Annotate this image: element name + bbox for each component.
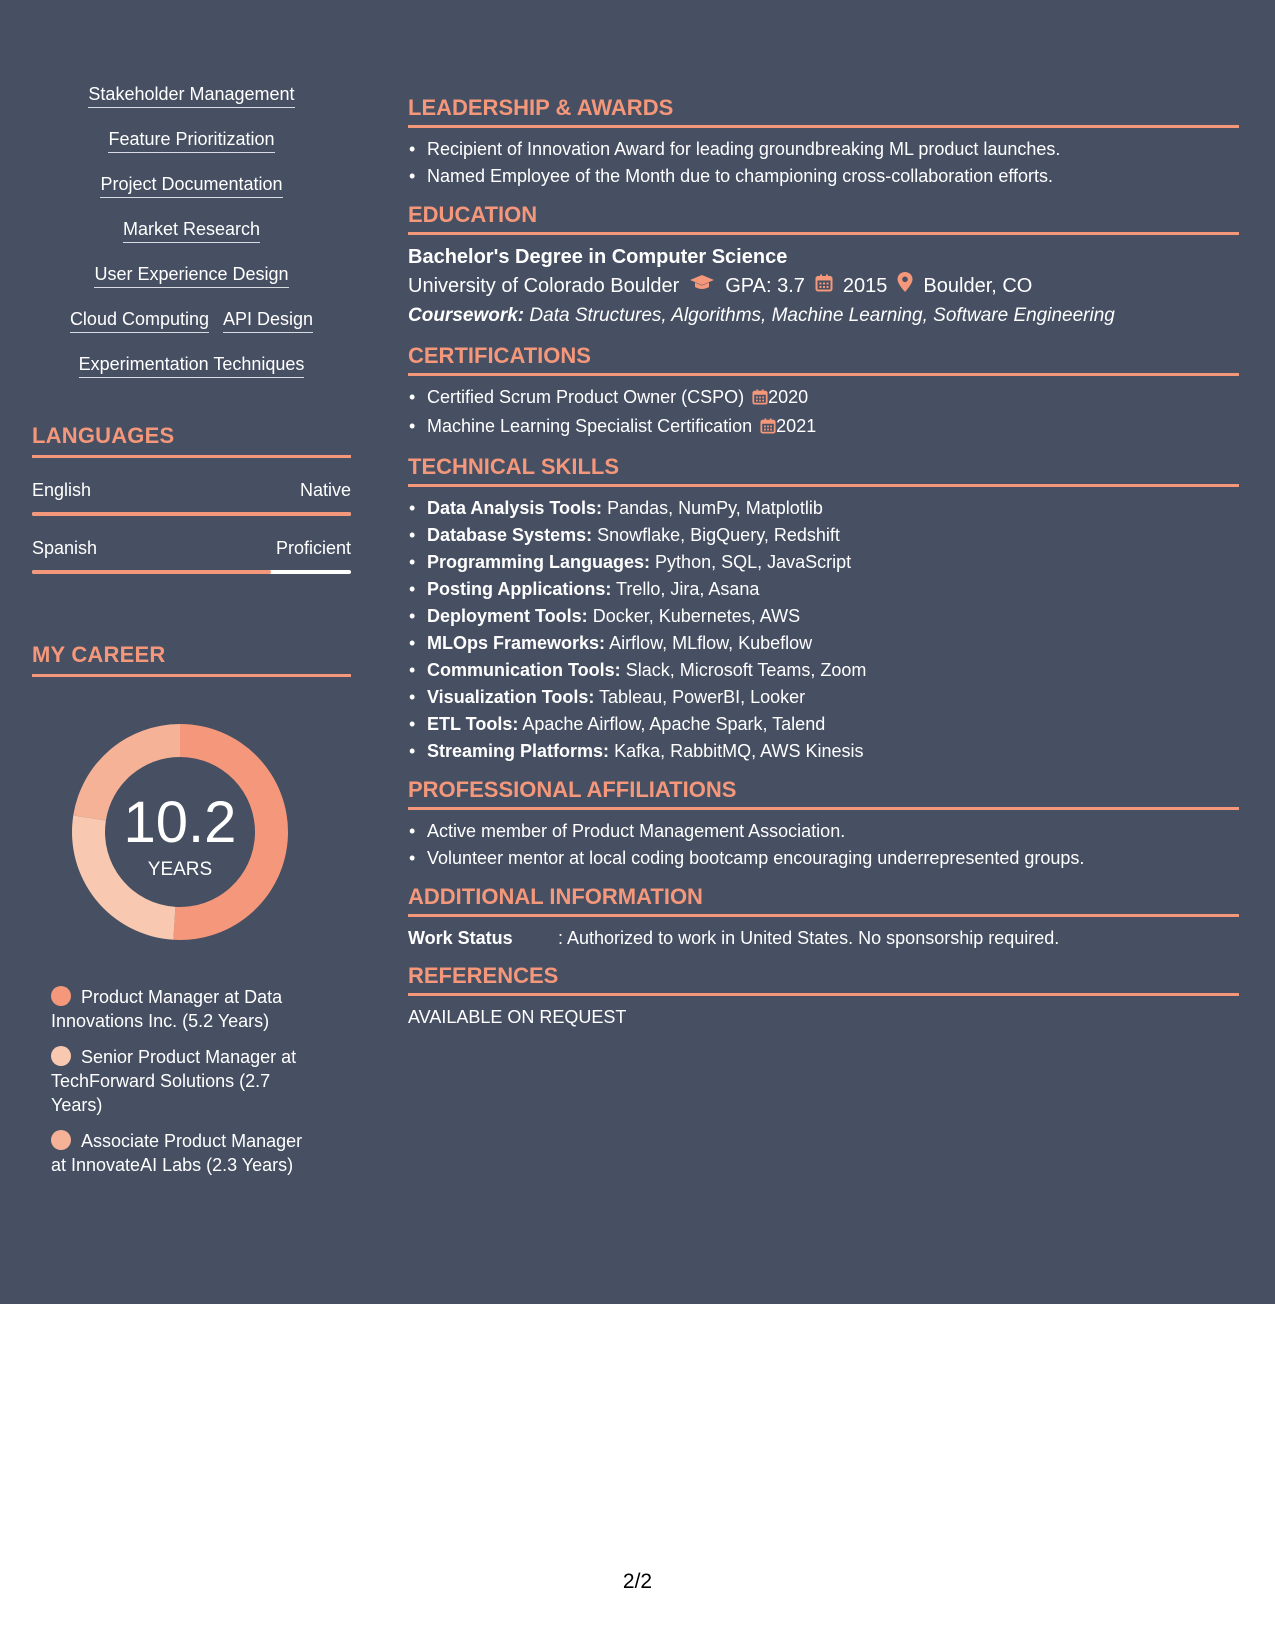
affiliations-list — [408, 818, 1239, 872]
leadership-section — [408, 95, 1239, 190]
technical-skill-label: Communication Tools: — [427, 660, 621, 680]
career-legend-label: Product Manager at Data Innovations Inc. (5.2 Years) — [51, 987, 283, 1031]
certifications-heading: CERTIFICATIONS — [408, 343, 1239, 376]
technical-skill-label: ETL Tools: — [427, 714, 519, 734]
list-item: • Recipient of Innovation Award for leading groundbreaking ML product launches. — [427, 136, 1239, 163]
education-heading: EDUCATION — [408, 202, 1239, 235]
technical-skill-item — [427, 630, 1239, 657]
language-name: Spanish — [32, 538, 98, 558]
skill-tag: Feature Prioritization — [108, 129, 274, 153]
additional-info-section — [408, 884, 1239, 951]
skill-row — [32, 354, 351, 380]
technical-skill-item — [427, 495, 1239, 522]
work-status-label: Work Status — [408, 928, 513, 948]
technical-skill-item — [427, 684, 1239, 711]
affiliations-section — [408, 777, 1239, 872]
career-legend-label: Senior Product Manager at TechForward Solutions (2.7 Years) — [51, 1047, 297, 1115]
technical-skill-label: Streaming Platforms: — [427, 741, 610, 761]
career-legend-item — [51, 985, 321, 1033]
technical-skill-item — [427, 603, 1239, 630]
list-item: • Active member of Product Management Association. — [427, 818, 1239, 845]
skill-tag: User Experience Design — [94, 264, 288, 288]
degree-title: Bachelor's Degree in Computer Science — [408, 246, 788, 268]
language-row — [32, 480, 351, 506]
skill-tag: Project Documentation — [100, 174, 282, 198]
technical-skills-list — [408, 495, 1239, 765]
skill-row — [32, 129, 351, 155]
technical-skill-value: Kafka, RabbitMQ, AWS Kinesis — [614, 741, 864, 761]
skill-tag: Stakeholder Management — [88, 84, 294, 108]
career-heading: MY CAREER — [32, 642, 351, 677]
leadership-heading: LEADERSHIP & AWARDS — [408, 95, 1239, 128]
school-name: University of Colorado Boulder — [408, 275, 680, 297]
technical-skill-label: Data Analysis Tools: — [427, 498, 603, 518]
technical-skill-value: Apache Airflow, Apache Spark, Talend — [522, 714, 826, 734]
certification-year: 2020 — [768, 387, 809, 407]
coursework-list: Data Structures, Algorithms, Machine Learning, Software Engineering — [529, 305, 1115, 326]
skill-tag: Experimentation Techniques — [79, 354, 305, 378]
technical-skill-value: Airflow, MLflow, Kubeflow — [609, 633, 813, 653]
skill-row — [32, 264, 351, 290]
education-section — [408, 202, 1239, 331]
technical-skill-value: Docker, Kubernetes, AWS — [592, 606, 801, 626]
calendar-icon — [815, 271, 833, 301]
technical-skill-item — [427, 576, 1239, 603]
calendar-icon — [752, 386, 768, 413]
certification-name: Certified Scrum Product Owner (CSPO) — [427, 387, 745, 407]
technical-skill-item — [427, 549, 1239, 576]
gpa: GPA: 3.7 — [725, 275, 805, 297]
technical-skills-section — [408, 454, 1239, 765]
references-section — [408, 963, 1239, 1030]
technical-skill-value: Pandas, NumPy, Matplotlib — [607, 498, 823, 518]
technical-skill-item — [427, 522, 1239, 549]
technical-skill-value: Snowflake, BigQuery, Redshift — [597, 525, 840, 545]
technical-skill-label: Posting Applications: — [427, 579, 612, 599]
technical-skill-label: MLOps Frameworks: — [427, 633, 606, 653]
technical-skill-item — [427, 738, 1239, 765]
language-item — [32, 538, 351, 574]
career-total-years: 10.2 — [123, 790, 237, 855]
language-proficiency-fill — [32, 512, 351, 516]
work-status-value: : Authorized to work in United States. No sponsorship required. — [558, 928, 1060, 948]
language-proficiency-bar — [32, 570, 351, 574]
certifications-list — [408, 384, 1239, 442]
language-row — [32, 538, 351, 564]
technical-skills-heading: TECHNICAL SKILLS — [408, 454, 1239, 487]
calendar-icon — [760, 415, 776, 442]
skill-row — [32, 174, 351, 200]
language-name: English — [32, 480, 92, 500]
location-pin-icon — [897, 271, 913, 301]
references-heading: REFERENCES — [408, 963, 1239, 996]
language-level: Proficient — [275, 538, 351, 558]
career-legend-item — [51, 1129, 321, 1177]
certification-name: Machine Learning Specialist Certification — [427, 416, 753, 436]
certification-year: 2021 — [776, 416, 817, 436]
technical-skill-value: Tableau, PowerBI, Looker — [599, 687, 806, 707]
career-years-unit: YEARS — [147, 859, 213, 880]
language-level: Native — [299, 480, 351, 500]
language-item — [32, 480, 351, 516]
technical-skill-value: Python, SQL, JavaScript — [655, 552, 852, 572]
languages-heading: LANGUAGES — [32, 423, 351, 458]
certification-item — [427, 413, 1239, 442]
technical-skill-value: Slack, Microsoft Teams, Zoom — [625, 660, 867, 680]
career-legend-label: Associate Product Manager at InnovateAI Labs (2.3 Years) — [51, 1131, 303, 1175]
technical-skill-label: Programming Languages: — [427, 552, 651, 572]
career-donut-chart — [65, 717, 295, 947]
technical-skill-label: Visualization Tools: — [427, 687, 595, 707]
skills-list — [32, 84, 351, 380]
list-item: • Named Employee of the Month due to championing cross-collaboration efforts. — [427, 163, 1239, 190]
certification-item — [427, 384, 1239, 413]
additional-info-heading: ADDITIONAL INFORMATION — [408, 884, 1239, 917]
legend-dot-icon — [51, 1046, 71, 1066]
technical-skill-label: Database Systems: — [427, 525, 593, 545]
references-text: AVAILABLE ON REQUEST — [408, 1007, 627, 1027]
affiliations-heading: PROFESSIONAL AFFILIATIONS — [408, 777, 1239, 810]
skill-tag: Cloud Computing — [70, 309, 209, 333]
education-location: Boulder, CO — [923, 275, 1033, 297]
coursework — [408, 301, 1239, 331]
technical-skill-item — [427, 711, 1239, 738]
technical-skill-label: Deployment Tools: — [427, 606, 588, 626]
career-legend-item — [51, 1045, 321, 1117]
language-proficiency-fill — [32, 570, 271, 574]
legend-dot-icon — [51, 986, 71, 1006]
skill-row — [32, 309, 351, 335]
technical-skill-value: Trello, Jira, Asana — [616, 579, 760, 599]
right-column — [408, 95, 1239, 1042]
skill-tag: API Design — [223, 309, 313, 333]
work-status — [408, 925, 1239, 951]
education-details — [408, 271, 1239, 301]
technical-skill-item — [427, 657, 1239, 684]
certifications-section — [408, 343, 1239, 442]
graduation-cap-icon — [689, 271, 715, 301]
skill-row — [32, 219, 351, 245]
skill-row — [32, 84, 351, 110]
legend-dot-icon — [51, 1130, 71, 1150]
skill-tag: Market Research — [123, 219, 260, 243]
left-column — [32, 84, 351, 1189]
coursework-label: Coursework: — [408, 305, 525, 326]
leadership-list — [408, 136, 1239, 190]
graduation-year: 2015 — [842, 275, 888, 297]
list-item: • Volunteer mentor at local coding bootcamp encouraging underrepresented groups. — [427, 845, 1239, 872]
languages-list — [32, 480, 351, 574]
language-proficiency-bar — [32, 512, 351, 516]
career-legend — [51, 985, 321, 1177]
page-number: 2/2 — [622, 1570, 653, 1593]
